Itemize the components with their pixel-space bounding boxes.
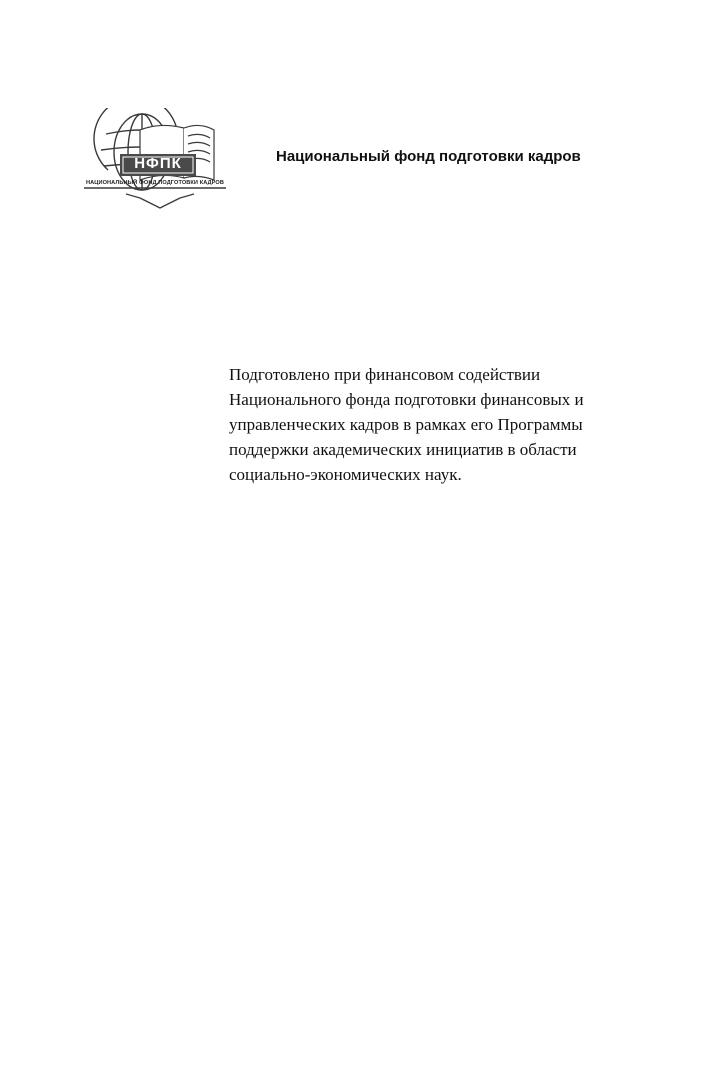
nfpk-logo (80, 108, 230, 212)
logo-caption: НАЦИОНАЛЬНЫЙ ФОНД ПОДГОТОВКИ КАДРОВ (85, 180, 224, 186)
support-line: Национального фонда подготовки финансовых и (229, 390, 584, 409)
support-line: поддержки академических инициатив в области (229, 440, 577, 459)
organization-name: Национальный фонд подготовки кадров (276, 148, 581, 165)
support-line: Подготовлено при финансовом содействии (229, 365, 541, 384)
support-statement (229, 362, 669, 487)
support-line: управленческих кадров в рамках его Программы (229, 415, 583, 434)
support-line: социально-экономических наук. (229, 465, 462, 484)
logo-abbr: НФПК (134, 155, 182, 172)
